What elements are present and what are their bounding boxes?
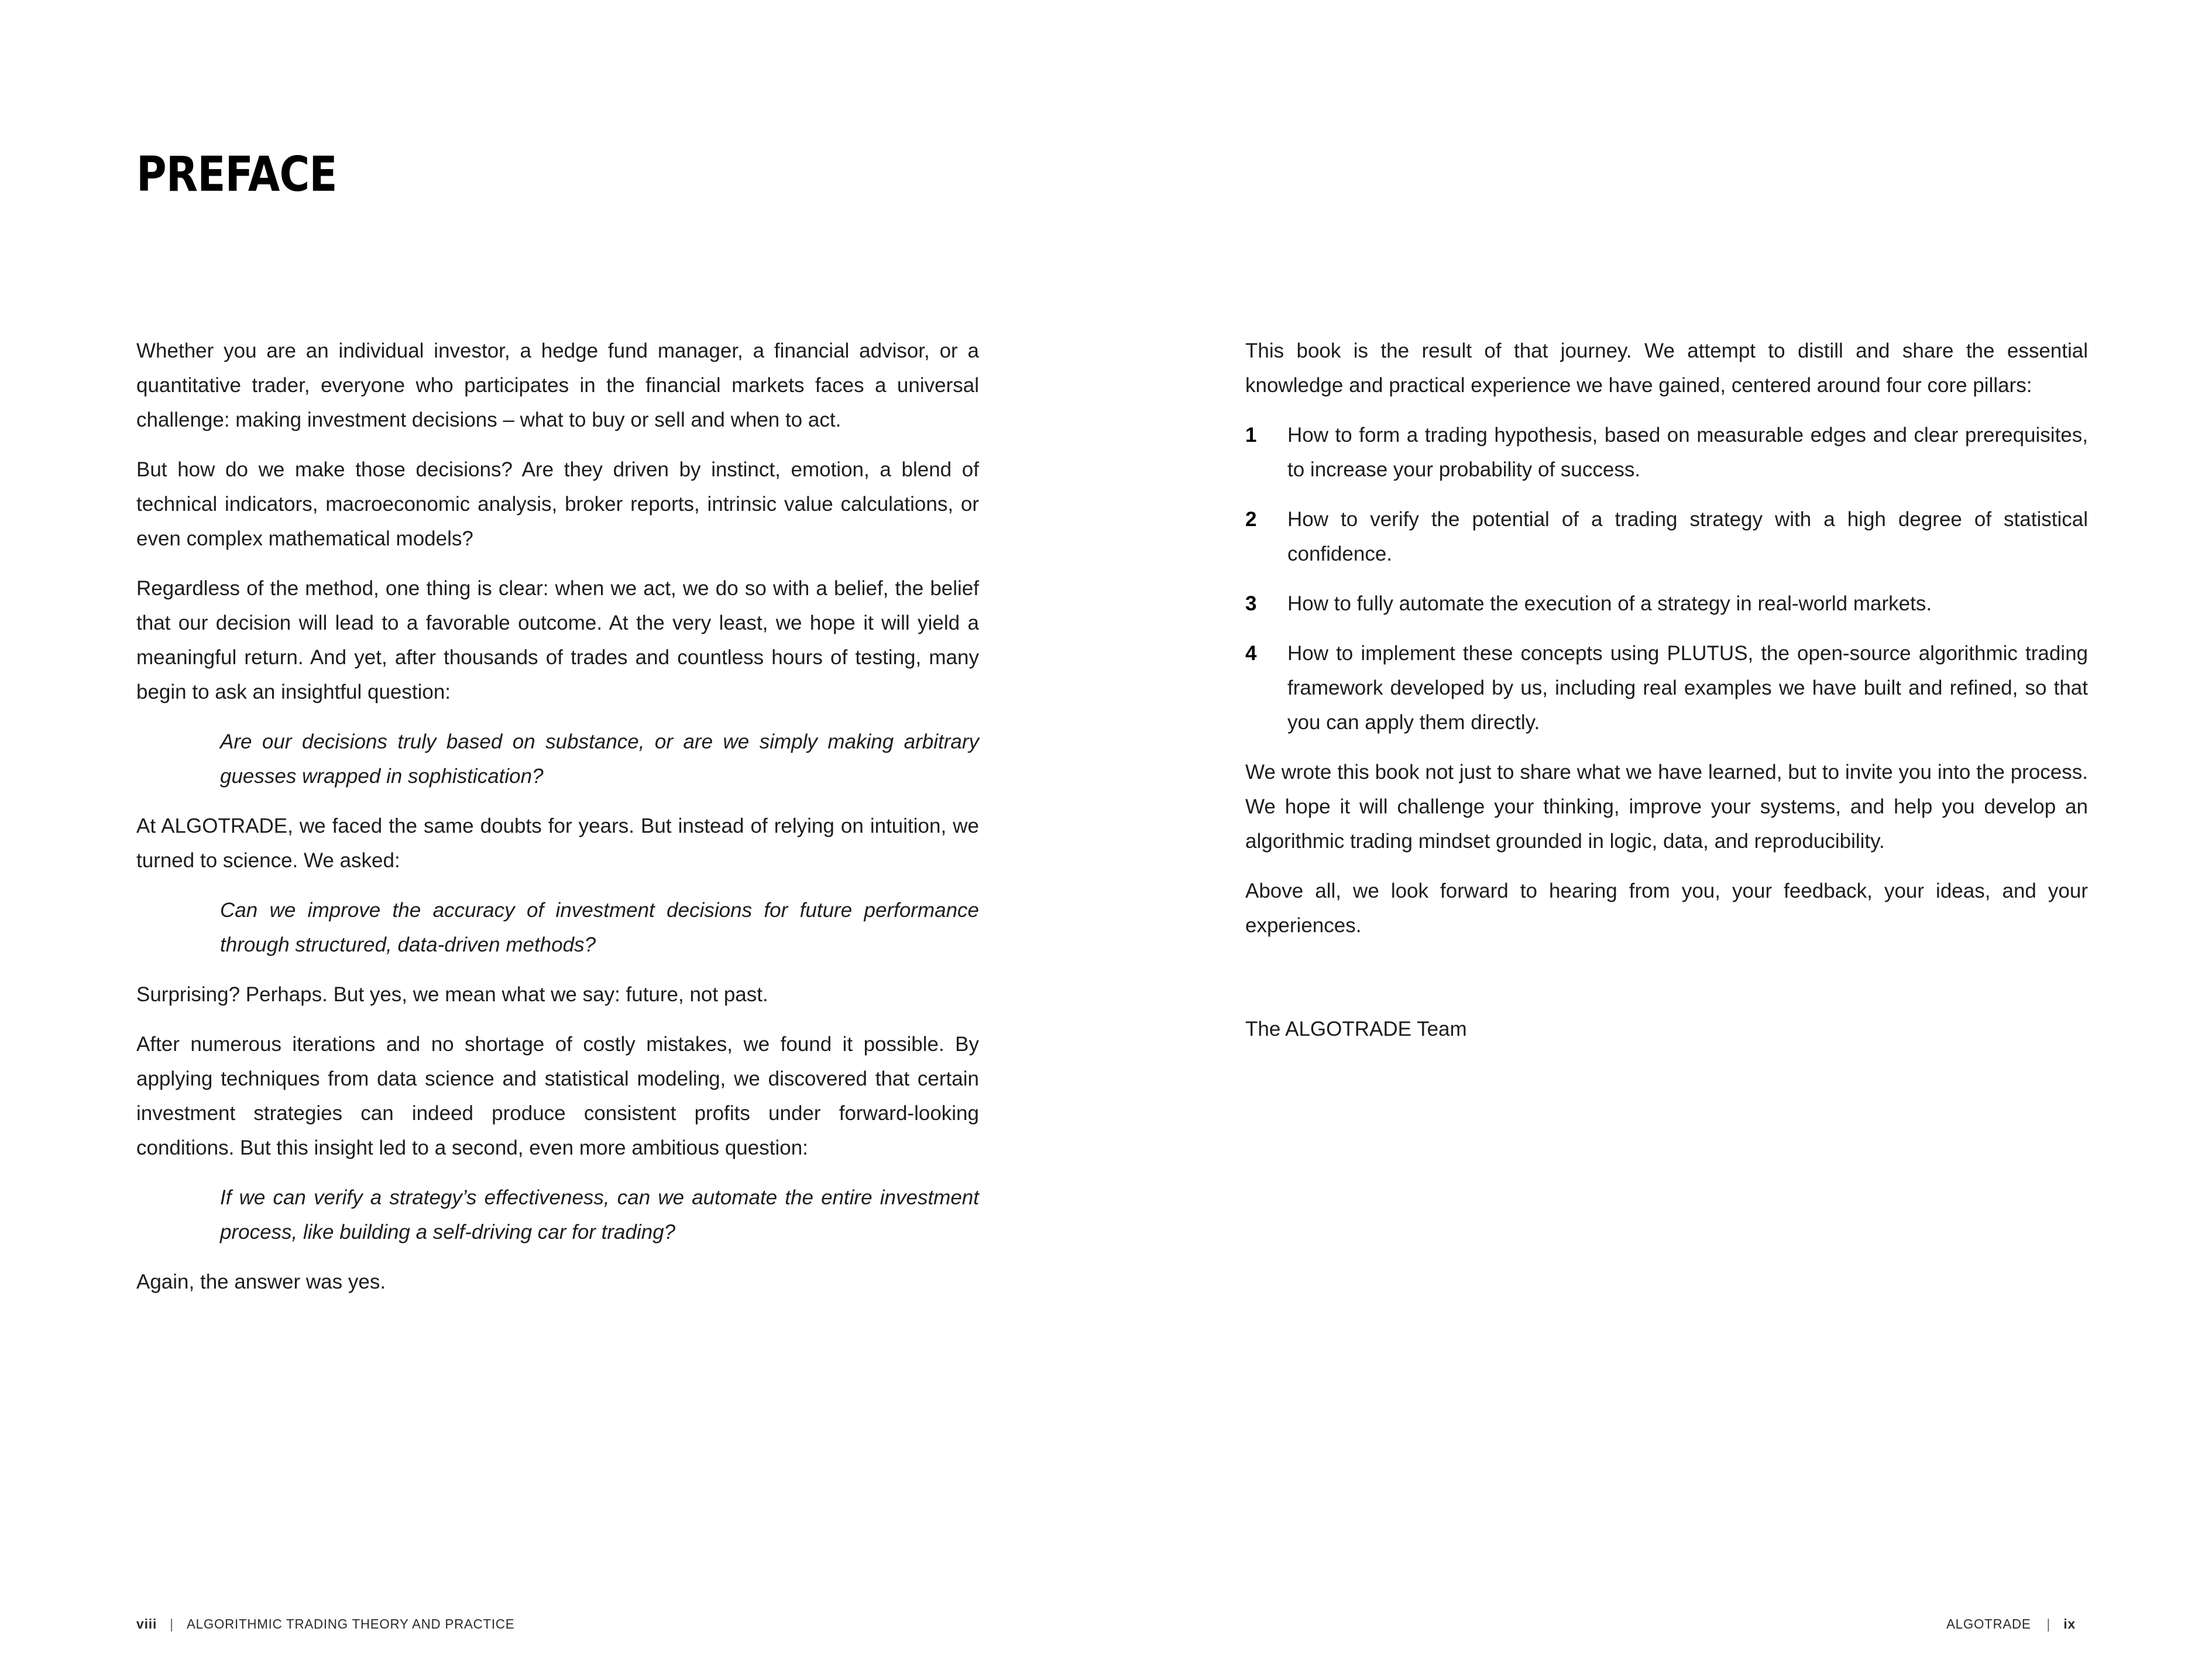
- right-text-column: [1245, 334, 2088, 1067]
- left-text-column: [136, 334, 979, 1299]
- list-item-number: 4: [1245, 642, 1257, 665]
- paragraph: Regardless of the method, one thing is clear: when we act, we do so with a belief, the belief that our decision will lead to a favorable outcome. At the very least, we hope it will yield a meaningful return. And yet, after thousands of trades and countless hours of testing, many begin to ask an insightful question:: [136, 577, 979, 703]
- list-item-number: 3: [1245, 592, 1257, 615]
- footer-brand: ALGOTRADE: [1946, 1616, 2031, 1631]
- paragraph: Again, the answer was yes.: [136, 1270, 386, 1293]
- list-item: [1245, 586, 2088, 621]
- page-title: PREFACE: [136, 146, 337, 202]
- paragraph: Surprising? Perhaps. But yes, we mean what we say: future, not past.: [136, 983, 768, 1006]
- footer-left: [136, 1589, 525, 1659]
- paragraph: But how do we make those decisions? Are they driven by instinct, emotion, a blend of technical indicators, macroeconomic analysis, broker reports, intrinsic value calculations, or even complex mathematical models?: [136, 458, 979, 550]
- list-item-number: 2: [1245, 508, 1257, 531]
- paragraph: This book is the result of that journey. We attempt to distill and share the essential knowledge and practical experience we have gained, centered around four core pillars:: [1245, 339, 2088, 397]
- list-item: [1245, 636, 2088, 740]
- pull-quote: If we can verify a strategy’s effectiveness, can we automate the entire investment process, like building a self-driving car for trading?: [220, 1186, 979, 1244]
- paragraph: We wrote this book not just to share what we have learned, but to invite you into the process. We hope it will challenge your thinking, improve your systems, and help you develop an algorithmic trading mindset grounded in logic, data, and reproducibility.: [1245, 761, 2088, 853]
- paragraph: Whether you are an individual investor, a hedge fund manager, a financial advisor, or a quantitative trader, everyone who participates in the financial markets faces a universal challenge: making investment decisions – what to buy or sell and when to act.: [136, 339, 979, 431]
- signature: The ALGOTRADE Team: [1245, 1018, 1467, 1040]
- footer-separator: |: [2046, 1616, 2051, 1631]
- pull-quote: Can we improve the accuracy of investment decisions for future performance through structured, data-driven methods?: [220, 899, 979, 956]
- footer-page-number: viii: [136, 1616, 157, 1631]
- paragraph: Above all, we look forward to hearing from you, your feedback, your ideas, and your experiences.: [1245, 880, 2088, 937]
- list-item-label: How to form a trading hypothesis, based on measurable edges and clear prerequisites, to increase your probability of success.: [1287, 424, 2088, 481]
- paragraph: At ALGOTRADE, we faced the same doubts for years. But instead of relying on intuition, we turned to science. We asked:: [136, 815, 979, 872]
- list-item: [1245, 418, 2088, 487]
- footer-right: [1946, 1589, 2076, 1659]
- list-item: [1245, 502, 2088, 571]
- paragraph: After numerous iterations and no shortage of costly mistakes, we found it possible. By applying techniques from data science and statistical modeling, we discovered that certain investment strategies can indeed produce consistent profits under forward-looking conditions. But this insight led to a second, even more ambitious question:: [136, 1033, 979, 1159]
- footer-separator: |: [170, 1616, 174, 1631]
- list-item-number: 1: [1245, 424, 1257, 446]
- pillars-list: [1245, 418, 2088, 740]
- list-item-label: How to fully automate the execution of a strategy in real-world markets.: [1287, 592, 1932, 615]
- footer-page-number: ix: [2063, 1616, 2076, 1631]
- list-item-label: How to verify the potential of a trading strategy with a high degree of statistical confidence.: [1287, 508, 2088, 565]
- footer-book-title: ALGORITHMIC TRADING THEORY AND PRACTICE: [186, 1616, 515, 1631]
- pull-quote: Are our decisions truly based on substance, or are we simply making arbitrary guesses wrapped in sophistication?: [220, 730, 979, 788]
- list-item-label: How to implement these concepts using PLUTUS, the open-source algorithmic trading framework developed by us, including real examples we have built and refined, so that you can apply them directly.: [1287, 642, 2088, 734]
